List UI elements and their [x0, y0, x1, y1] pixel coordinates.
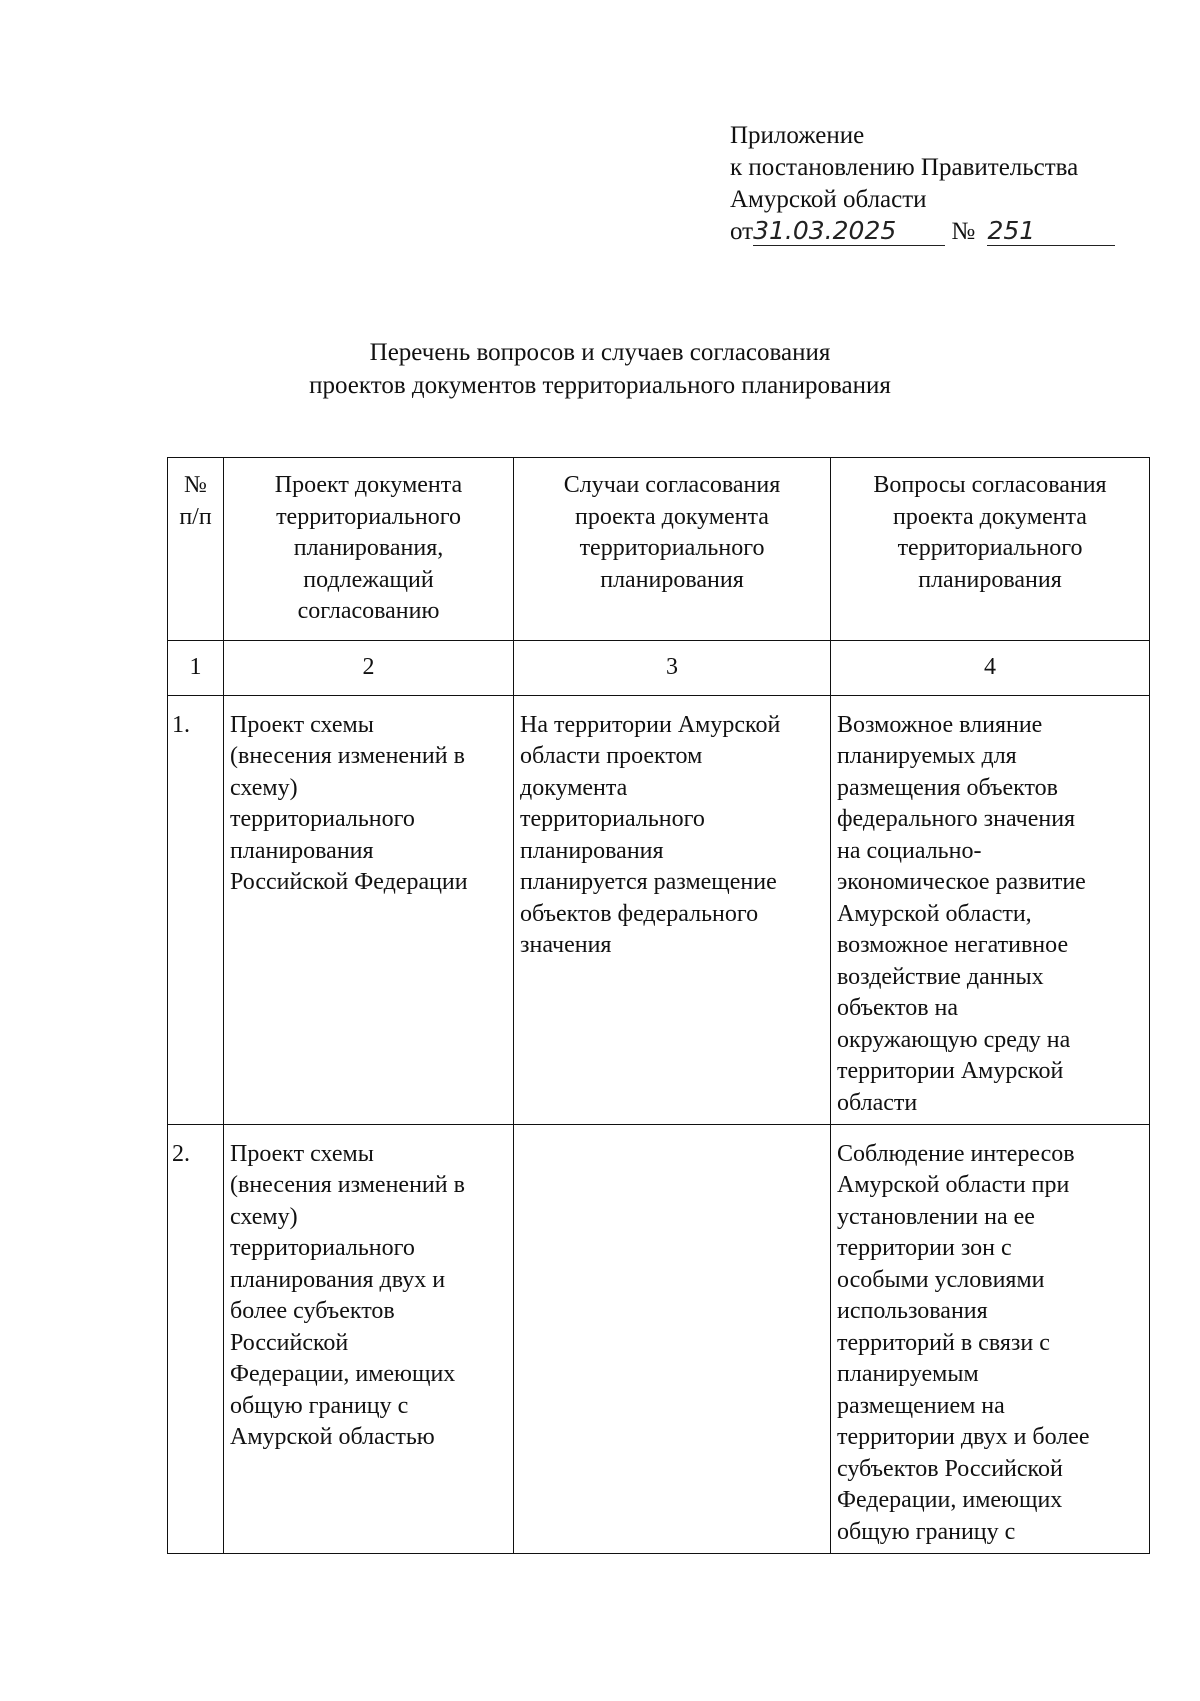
handwritten-date: 31.03.2025 — [753, 217, 945, 246]
title-line-1: Перечень вопросов и случаев согласования — [369, 339, 831, 366]
appendix-decree-ref: к постановлению Правительства — [730, 154, 1079, 181]
column-number: 3 — [514, 640, 831, 695]
column-number: 4 — [831, 640, 1150, 695]
approval-table — [167, 457, 1150, 1554]
column-number: 1 — [168, 640, 224, 695]
column-number: 2 — [224, 640, 514, 695]
row-project: Проект схемы (внесения изменений в схему) территориального планирования Российской Федерации — [224, 695, 514, 1124]
row-cases — [514, 1124, 831, 1553]
date-prefix: от — [730, 218, 754, 245]
appendix-title: Приложение — [730, 122, 865, 149]
appendix-region: Амурской области — [730, 186, 927, 213]
document-title — [0, 336, 1200, 402]
header-project: Проект документа территориального планирования, подлежащий согласованию — [224, 458, 514, 641]
table-header-row — [168, 458, 1150, 641]
table-row — [168, 1124, 1150, 1553]
column-number-row — [168, 640, 1150, 695]
row-cases: На территории Амурской области проектом документа территориального планирования планируется размещение объектов федерального значения — [514, 695, 831, 1124]
row-questions: Соблюдение интересов Амурской области при установлении на ее территории зон с особыми условиями использования территорий в связи с планируемым размещением на территории двух и более субъектов Российской Федерации, имеющих общую границу с — [831, 1124, 1150, 1553]
row-questions: Возможное влияние планируемых для размещения объектов федерального значения на социально- экономическое развитие Амурской области, возможное негативное воздействие данных объектов на окружающую среду на территории Амурской области — [831, 695, 1150, 1124]
header-questions: Вопросы согласования проекта документа территориального планирования — [831, 458, 1150, 641]
title-line-2: проектов документов территориального планирования — [309, 372, 891, 399]
handwritten-number: 251 — [987, 217, 1115, 246]
row-number: 2. — [168, 1124, 224, 1553]
header-cases: Случаи согласования проекта документа территориального планирования — [514, 458, 831, 641]
row-project: Проект схемы (внесения изменений в схему) территориального планирования двух и более субъектов Российской Федерации, имеющих общую границу с Амурской областью — [224, 1124, 514, 1553]
table-row — [168, 695, 1150, 1124]
number-prefix: № — [951, 218, 976, 245]
appendix-header — [730, 120, 1115, 248]
appendix-date-number-line — [730, 216, 1115, 248]
row-number: 1. — [168, 695, 224, 1124]
header-number: № п/п — [168, 458, 224, 641]
